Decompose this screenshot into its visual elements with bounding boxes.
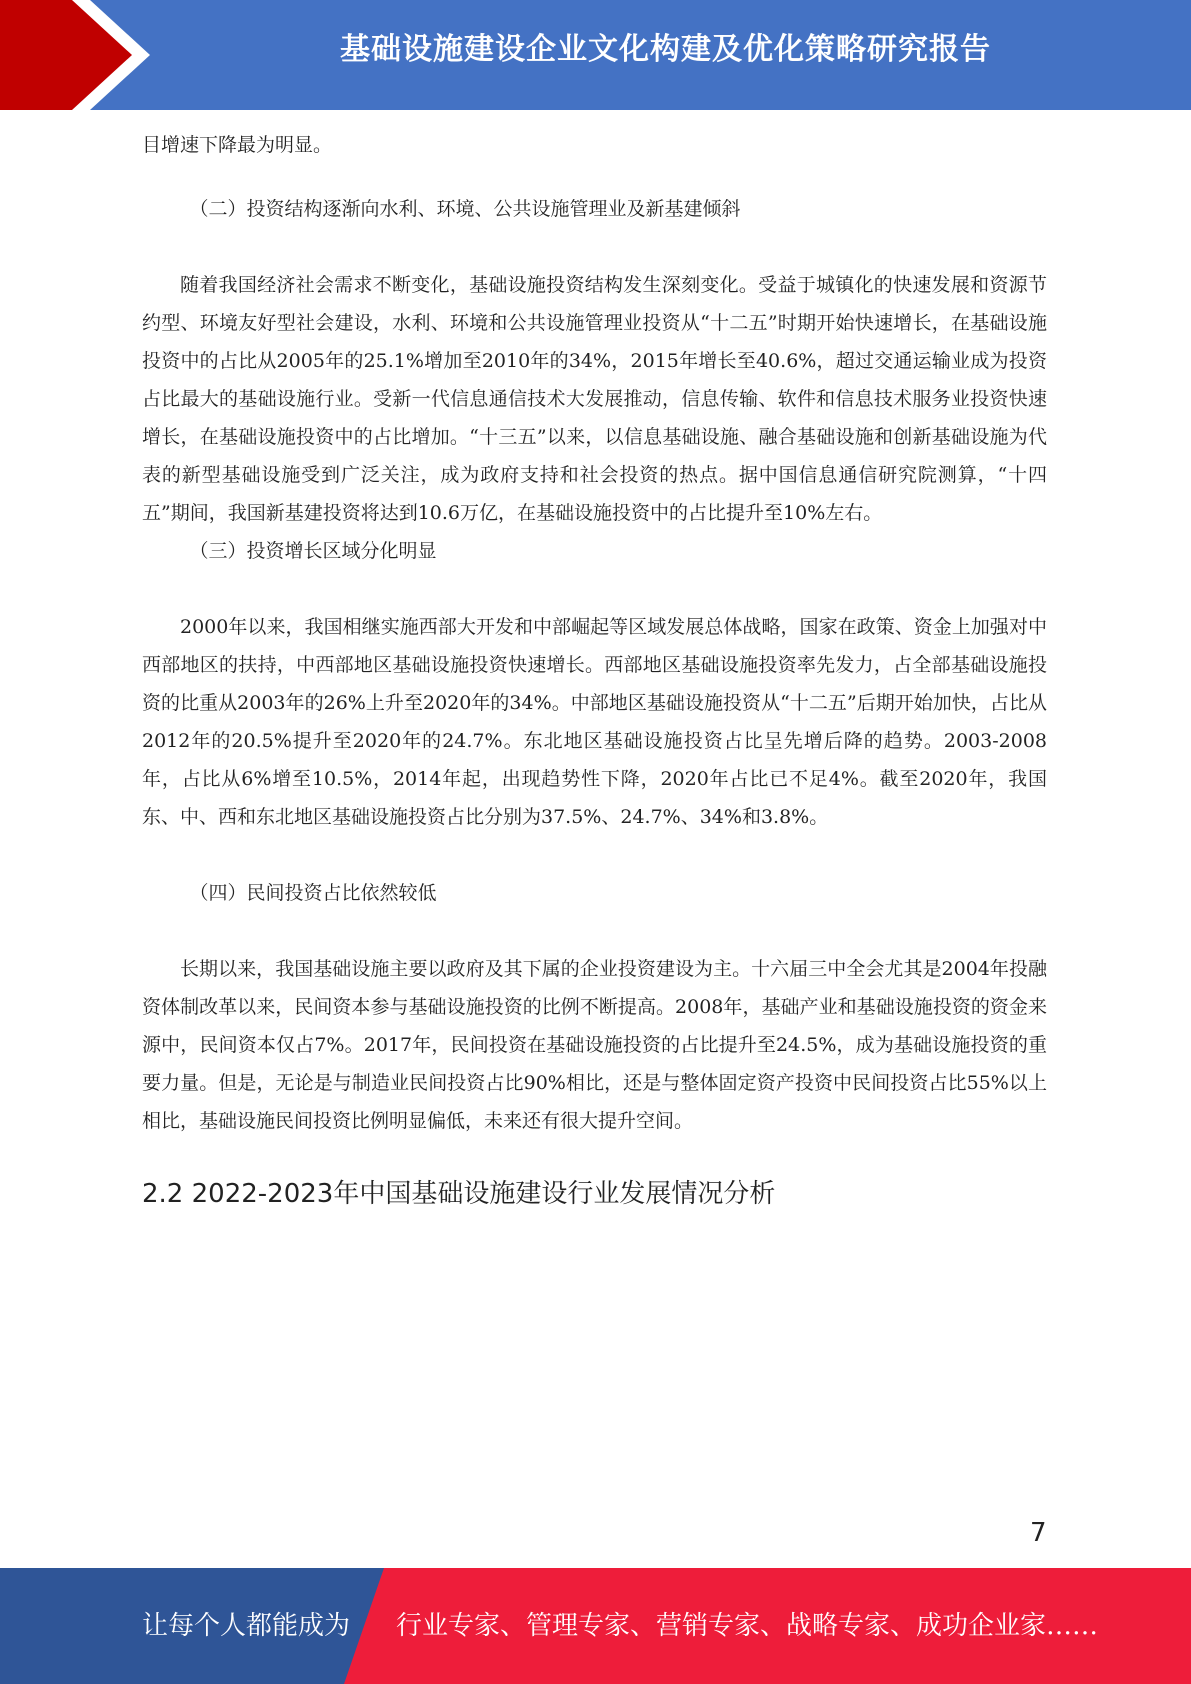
document-body <box>142 126 1047 1214</box>
page-footer <box>0 1568 1191 1684</box>
subheading-3: （三）投资增长区域分化明显 <box>189 540 437 562</box>
section-heading: 2.2 2022-2023年中国基础设施建设行业发展情况分析 <box>142 1179 776 1209</box>
page-number: 7 <box>1030 1518 1047 1548</box>
report-title: 基础设施建设企业文化构建及优化策略研究报告 <box>340 32 991 67</box>
page-header <box>0 0 1191 110</box>
paragraph-continuation: 目增速下降最为明显。 <box>142 134 333 156</box>
footer-slogan-right: 行业专家、管理专家、营销专家、战略专家、成功企业家…… <box>396 1611 1099 1641</box>
footer-slogan-left: 让每个人都能成为 <box>142 1611 351 1641</box>
paragraph-regional-growth: 2000年以来，我国相继实施西部大开发和中部崛起等区域发展总体战略，国家在政策、资金上加强对中西部地区的扶持，中西部地区基础设施投资快速增长。西部地区基础设施投资率先发力，占全部基础设施投资的比重从2003年的26%上升至2020年的34%。中部地区基础设施投资从“十二五”后期开始加快，占比从2012年的20.5%提升至2020年的24.7%。东北地区基础设施投资占比呈先增后降的趋势。2003-2008年，占比从6%增至10.5%，2014年起，出现趋势性下降，2020年占比已不足4%。截至2020年，我国东、中、西和东北地区基础设施投资占比分别为37.5%、24.7%、34%和3.8%。 <box>142 616 1047 828</box>
subheading-4: （四）民间投资占比依然较低 <box>189 882 437 904</box>
paragraph-private-investment: 长期以来，我国基础设施主要以政府及其下属的企业投资建设为主。十六届三中全会尤其是2004年投融资体制改革以来，民间资本参与基础设施投资的比例不断提高。2008年，基础产业和基础设施投资的资金来源中，民间资本仅占7%。2017年，民间投资在基础设施投资的占比提升至24.5%，成为基础设施投资的重要力量。但是，无论是与制造业民间投资占比90%相比，还是与整体固定资产投资中民间投资占比55%以上相比，基础设施民间投资比例明显偏低，未来还有很大提升空间。 <box>142 958 1047 1132</box>
subheading-2: （二）投资结构逐渐向水利、环境、公共设施管理业及新基建倾斜 <box>189 198 741 220</box>
paragraph-investment-structure: 随着我国经济社会需求不断变化，基础设施投资结构发生深刻变化。受益于城镇化的快速发展和资源节约型、环境友好型社会建设，水利、环境和公共设施管理业投资从“十二五”时期开始快速增长，在基础设施投资中的占比从2005年的25.1%增加至2010年的34%，2015年增长至40.6%，超过交通运输业成为投资占比最大的基础设施行业。受新一代信息通信技术大发展推动，信息传输、软件和信息技术服务业投资快速增长，在基础设施投资中的占比增加。“十三五”以来，以信息基础设施、融合基础设施和创新基础设施为代表的新型基础设施受到广泛关注，成为政府支持和社会投资的热点。据中国信息通信研究院测算，“十四五”期间，我国新基建投资将达到10.6万亿，在基础设施投资中的占比提升至10%左右。 <box>142 274 1047 524</box>
